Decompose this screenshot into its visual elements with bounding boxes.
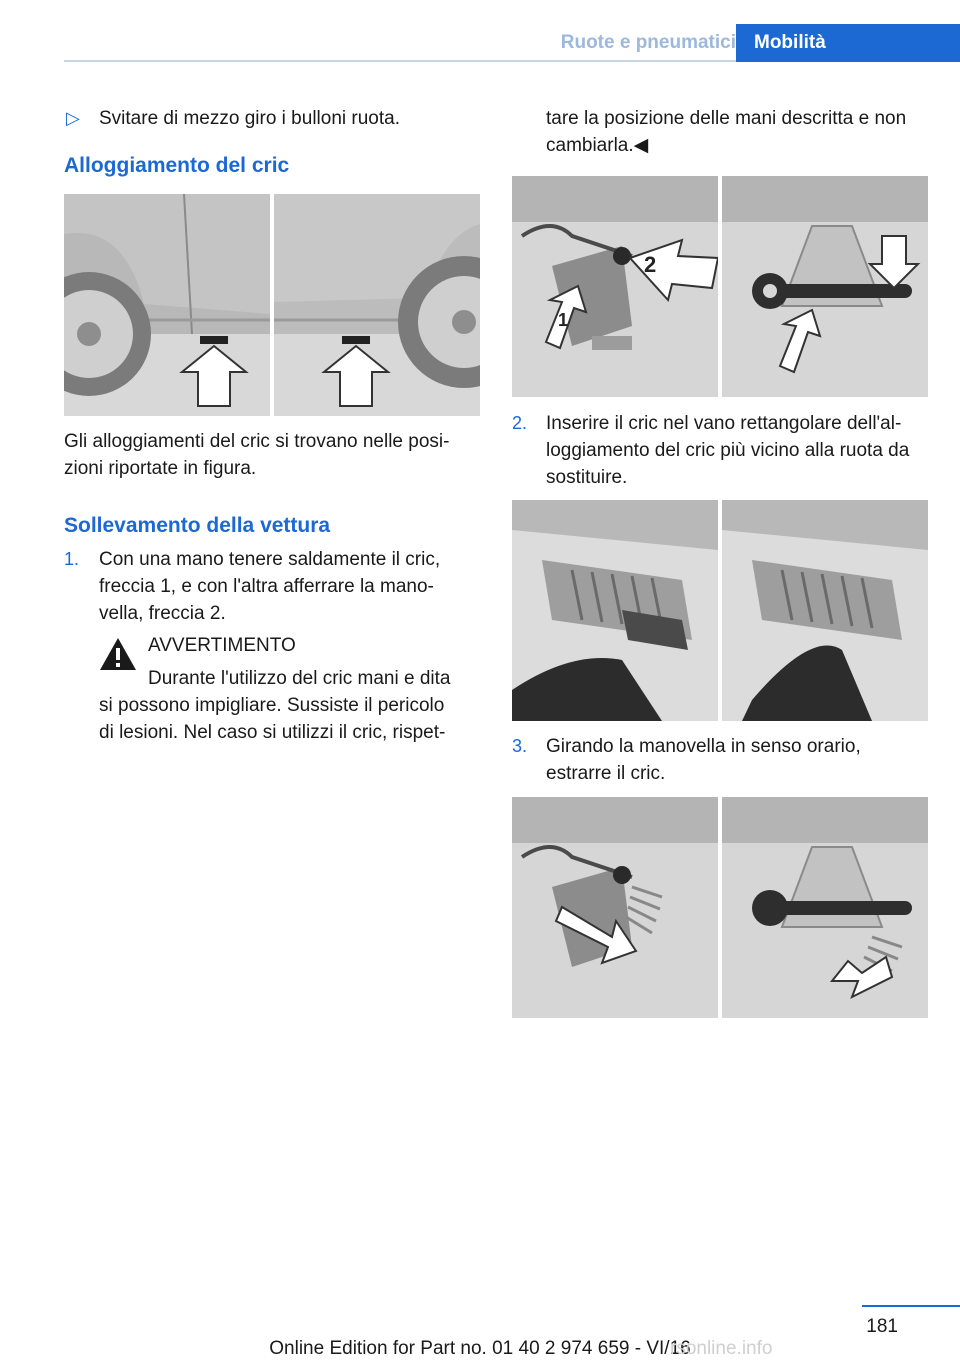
bullet-marker: ▷ bbox=[66, 108, 80, 128]
step2-line2: loggiamento del cric più vicino alla ruota da bbox=[546, 440, 910, 461]
bullet-text: Svitare di mezzo giro i bulloni ruota. bbox=[99, 108, 400, 129]
step-number: 1. bbox=[64, 549, 80, 569]
step2-line1: Inserire il cric nel vano rettangolare dell'al‐ bbox=[546, 413, 902, 434]
footer-edition: Online Edition for Part no. 01 40 2 974 659 - VI/16 bbox=[269, 1338, 691, 1359]
step3-line1: Girando la manovella in senso orario, bbox=[546, 736, 861, 757]
header-chapter-tab[interactable]: Mobilità bbox=[736, 24, 960, 62]
header-section-tab[interactable]: Ruote e pneumatici bbox=[560, 32, 736, 53]
jack-mount-caption-line2: zioni riportate in figura. bbox=[64, 458, 257, 479]
step1-line2: freccia 1, e con l'altra afferrare la mano‐ bbox=[99, 576, 434, 597]
figure-arrow-2-label: 2 bbox=[644, 252, 657, 277]
warning-title: AVVERTIMENTO bbox=[148, 635, 296, 656]
heading-lift-vehicle: Sollevamento della vettura bbox=[64, 514, 331, 537]
warning-line3: di lesioni. Nel caso si utilizzi il cric, rispet‐ bbox=[99, 722, 446, 743]
heading-jack-mount: Alloggiamento del cric bbox=[64, 154, 290, 177]
warning-icon bbox=[98, 636, 138, 672]
warning-cont-line1: tare la posizione delle mani descritta e non bbox=[546, 108, 907, 129]
jack-hold-figure bbox=[512, 176, 928, 397]
step-number: 3. bbox=[512, 736, 528, 756]
step1-line1: Con una mano tenere saldamente il cric, bbox=[99, 549, 441, 570]
jack-mount-figure bbox=[64, 194, 480, 416]
warning-line1: Durante l'utilizzo del cric mani e dita bbox=[148, 668, 451, 689]
step1-line3: vella, freccia 2. bbox=[99, 603, 226, 624]
step-number: 2. bbox=[512, 413, 528, 433]
warning-line2: si possono impigliare. Sussiste il pericolo bbox=[99, 695, 445, 716]
jack-insert-figure bbox=[512, 500, 928, 721]
watermark: rsonline.info bbox=[670, 1338, 773, 1359]
step2-line3: sostituire. bbox=[546, 467, 628, 488]
jack-mount-caption-line1: Gli alloggiamenti del cric si trovano nelle posi‐ bbox=[64, 431, 450, 452]
footer-rule bbox=[862, 1305, 960, 1307]
jack-crank-figure bbox=[512, 797, 928, 1018]
figure-arrow-1-label: 1 bbox=[558, 310, 569, 330]
step3-line2: estrarre il cric. bbox=[546, 763, 666, 784]
page-number: 181 bbox=[866, 1316, 898, 1337]
warning-cont-line2: cambiarla.◀ bbox=[546, 135, 649, 156]
